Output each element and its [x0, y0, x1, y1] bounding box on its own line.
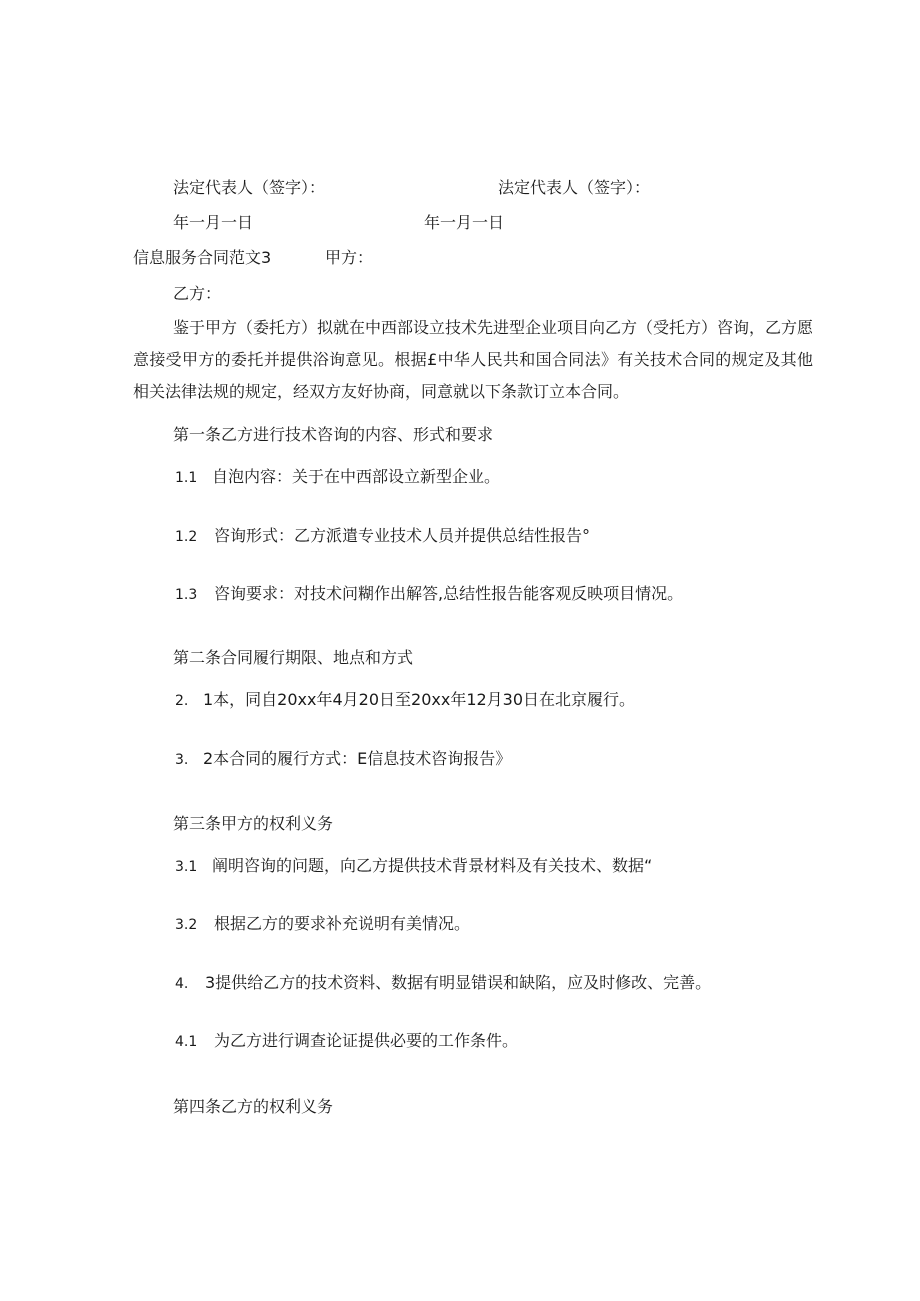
- article-1-heading: 第一条乙方进行技术咨询的内容、形式和要求: [173, 425, 494, 444]
- item-number: 3.2: [175, 917, 198, 933]
- item-number: 2.: [175, 693, 189, 709]
- item-text: 咨询形式：乙方派遣专业技术人员并提供总结性报告°: [214, 526, 591, 545]
- signature-label-left: 法定代表人（签字）：: [173, 178, 326, 197]
- signature-date-left: 年一月一日: [173, 213, 254, 232]
- item-number: 4.1: [175, 1034, 198, 1050]
- item-number: 1.1: [175, 470, 198, 486]
- item-number: 4.: [175, 976, 189, 992]
- item-text: 1本，同自20xx年4月20日至20xx年12月30日在北京履行。: [203, 690, 636, 709]
- signature-label-right: 法定代表人（签字）：: [498, 178, 651, 197]
- item-text: 阐明咨询的问题，向乙方提供技术背景材料及有关技术、数据“: [212, 856, 653, 875]
- document-title: 信息服务合同范文3: [133, 248, 272, 267]
- item-text: 咨询要求：对技术问糊作出解答,总结性报告能客观反映项目情况。: [214, 584, 684, 603]
- item-text: 2本合同的履行方式：E信息技术咨询报告》: [203, 749, 512, 768]
- item-number: 3.1: [175, 859, 198, 875]
- item-text: 根据乙方的要求补充说明有美情况。: [214, 914, 471, 933]
- article-4-heading: 第四条乙方的权利义务: [173, 1097, 334, 1116]
- article-2-heading: 第二条合同履行期限、地点和方式: [173, 648, 414, 667]
- signature-date-right: 年一月一日: [424, 213, 505, 232]
- article-3-heading: 第三条甲方的权利义务: [173, 814, 334, 833]
- party-b-label: 乙方：: [173, 284, 222, 303]
- item-number: 1.2: [175, 529, 198, 545]
- item-text: 为乙方进行调查论证提供必要的工作条件。: [214, 1031, 519, 1050]
- item-text: 自泡内容：关于在中西部设立新型企业。: [212, 467, 501, 486]
- intro-paragraph: 鉴于甲方（委托方）拟就在中西部设立技术先进型企业项目向乙方（受托方）咨询，乙方愿意接受甲方的委托并提供浴询意见。根据£中华人民共和国合同法》有关技术合同的规定及其他相关法律法规的规定，经双方友好协商，同意就以下条款订立本合同。: [133, 318, 814, 401]
- party-a-label: 甲方：: [325, 248, 374, 267]
- item-number: 1.3: [175, 587, 198, 603]
- item-text: 3提供给乙方的技术资料、数据有明显错误和缺陷，应及时修改、完善。: [205, 973, 712, 992]
- item-number: 3.: [175, 752, 189, 768]
